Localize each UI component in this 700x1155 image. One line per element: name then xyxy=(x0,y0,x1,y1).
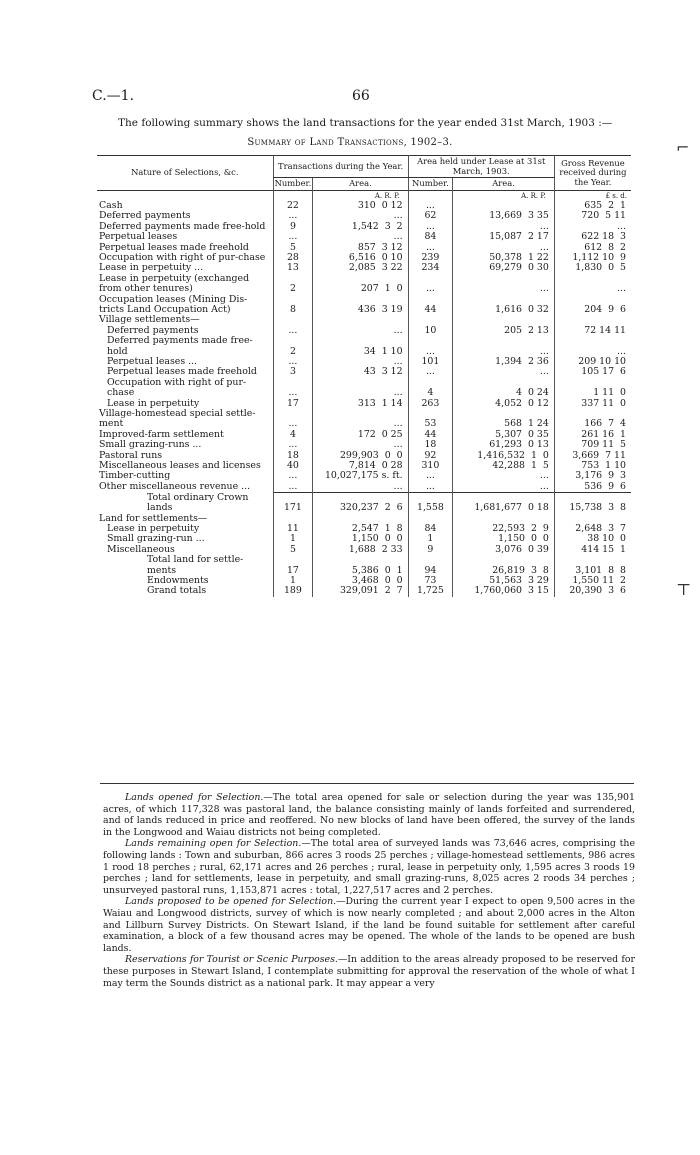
row-nature: Deferred payments made free-hold xyxy=(107,335,253,357)
row-number-1: ... xyxy=(273,211,313,221)
row-area-2: 1,394 2 36 xyxy=(453,357,555,367)
margin-arrow-icon: ⊤ xyxy=(676,580,692,599)
row-revenue: 3,101 8 8 xyxy=(554,555,631,576)
row-number-2: 1 xyxy=(408,534,453,544)
row-area-2: 1,760,060 3 15 xyxy=(453,586,555,596)
row-number-2: 263 xyxy=(408,399,453,409)
row-nature: Perpetual leases made freehold xyxy=(107,366,257,378)
row-number-2: 239 xyxy=(408,253,453,263)
row-number-1: 22 xyxy=(273,201,313,211)
table-row xyxy=(97,274,631,295)
paragraph-heading: Reservations for Tourist or Scenic Purposes. xyxy=(125,954,338,966)
row-area-1: 6,516 0 10 xyxy=(313,253,408,263)
row-nature: Deferred payments made free-hold xyxy=(99,220,266,232)
paragraph xyxy=(103,954,635,989)
header-gross-revenue: Gross Revenue received during the Year. xyxy=(554,156,631,191)
row-number-1: ... xyxy=(273,357,313,367)
row-area-1: 1,150 0 0 xyxy=(313,534,408,544)
unit-revenue: £ s. d. xyxy=(554,190,631,201)
row-area-1: 34 1 10 xyxy=(313,336,408,357)
row-nature: Occupation with right of pur-chase xyxy=(99,251,266,263)
row-revenue: 15,738 3 8 xyxy=(554,493,631,514)
row-area-1: 172 0 25 xyxy=(313,430,408,440)
row-area-2: 42,288 1 5 xyxy=(453,461,555,471)
grand-total-row xyxy=(97,586,631,596)
row-number-1: 4 xyxy=(273,430,313,440)
row-nature: Occupation with right of pur-chase xyxy=(107,376,247,399)
margin-mark-icon: ⌐ xyxy=(676,138,690,157)
row-revenue: 2,648 3 7 xyxy=(554,524,631,534)
row-nature: Lease in perpetuity ... xyxy=(99,262,204,274)
row-area-1: 299,903 0 0 xyxy=(313,451,408,461)
paragraph xyxy=(103,792,635,838)
row-nature: Perpetual leases xyxy=(99,231,178,243)
row-area-2: 69,279 0 30 xyxy=(453,263,555,273)
row-number-1: ... xyxy=(273,440,313,450)
row-number-2: 84 xyxy=(408,232,453,242)
row-number-1: 2 xyxy=(273,274,313,295)
row-area-2: ... xyxy=(453,367,555,377)
row-nature: Village-homestead special settle-ment xyxy=(99,408,256,430)
row-nature: Lease in perpetuity (exchanged from other tenures) xyxy=(99,272,250,295)
header-number-1: Number. xyxy=(274,178,312,188)
row-area-1: 320,237 2 6 xyxy=(313,493,408,514)
row-number-2: ... xyxy=(408,274,453,295)
row-area-1: 7,814 0 28 xyxy=(313,461,408,471)
row-number-1: 171 xyxy=(273,493,313,514)
row-revenue: 622 18 3 xyxy=(554,232,631,242)
row-number-2: 1,558 xyxy=(408,493,453,514)
row-number-1: ... xyxy=(273,409,313,430)
row-area-2: 61,293 0 13 xyxy=(453,440,555,450)
row-area-1: ... xyxy=(313,326,408,336)
row-number-1: ... xyxy=(273,232,313,242)
row-revenue: 1,830 0 5 xyxy=(554,263,631,273)
row-revenue: 337 11 0 xyxy=(554,399,631,409)
row-revenue: 753 1 10 xyxy=(554,461,631,471)
row-number-2: 101 xyxy=(408,357,453,367)
intro-sentence: The following summary shows the land transactions for the year ended 31st March, 1903 :— xyxy=(118,117,613,129)
row-area-1: 10,027,175 s. ft. xyxy=(313,471,408,481)
row-revenue: 720 5 11 xyxy=(554,211,631,221)
row-area-2: 1,616 0 32 xyxy=(453,295,555,316)
row-area-1: 2,547 1 8 xyxy=(313,524,408,534)
row-area-2: 4,052 0 12 xyxy=(453,399,555,409)
row-area-2: 1,416,532 1 0 xyxy=(453,451,555,461)
row-number-1: 40 xyxy=(273,461,313,471)
row-revenue: ... xyxy=(554,222,631,232)
row-area-1: 310 0 12 xyxy=(313,201,408,211)
row-nature: Endowments xyxy=(147,575,209,587)
table-body xyxy=(97,190,631,597)
paragraph xyxy=(103,896,635,954)
row-revenue: 72 14 11 xyxy=(554,326,631,336)
row-area-1: 313 1 14 xyxy=(313,399,408,409)
row-number-1: 5 xyxy=(273,243,313,253)
row-area-2: 5,307 0 35 xyxy=(453,430,555,440)
row-revenue: 209 10 10 xyxy=(554,357,631,367)
row-number-1: 13 xyxy=(273,263,313,273)
row-number-2: 18 xyxy=(408,440,453,450)
row-number-1: 8 xyxy=(273,295,313,316)
row-number-2: ... xyxy=(408,222,453,232)
paragraph-heading: Lands proposed to be opened for Selection. xyxy=(125,896,337,908)
row-number-2: 53 xyxy=(408,409,453,430)
row-number-1: ... xyxy=(273,482,313,493)
row-revenue: ... xyxy=(554,336,631,357)
row-revenue: ... xyxy=(554,274,631,295)
row-number-2: 73 xyxy=(408,576,453,586)
report-reference: C.—1. xyxy=(92,88,135,104)
row-nature: Improved-farm settlement xyxy=(99,428,224,440)
row-revenue: 612 8 2 xyxy=(554,243,631,253)
row-area-1: 207 1 0 xyxy=(313,274,408,295)
row-number-1: ... xyxy=(273,326,313,336)
row-revenue: 166 7 4 xyxy=(554,409,631,430)
row-area-2: 205 2 13 xyxy=(453,326,555,336)
table-row xyxy=(97,232,631,242)
header-nature: Nature of Selections, &c. xyxy=(131,167,239,177)
row-number-1: ... xyxy=(273,378,313,399)
row-number-2: ... xyxy=(408,336,453,357)
row-area-1: 857 3 12 xyxy=(313,243,408,253)
row-area-2: 15,087 2 17 xyxy=(453,232,555,242)
row-area-2: 22,593 2 9 xyxy=(453,524,555,534)
row-area-1: ... xyxy=(313,440,408,450)
row-area-1: 1,688 2 33 xyxy=(313,545,408,555)
header-area-held: Area held under Lease at 31st March, 1903. xyxy=(408,156,554,178)
row-number-1: 189 xyxy=(273,586,313,596)
total-settlements-row xyxy=(97,555,631,576)
row-revenue: 536 9 6 xyxy=(554,482,631,493)
row-area-2: 13,669 3 35 xyxy=(453,211,555,221)
row-area-2: 51,563 3 29 xyxy=(453,576,555,586)
row-number-2: 10 xyxy=(408,326,453,336)
land-transactions-table xyxy=(97,155,631,597)
row-number-2: 4 xyxy=(408,378,453,399)
row-nature: Grand totals xyxy=(147,585,207,597)
row-number-2: ... xyxy=(408,367,453,377)
row-nature: Deferred payments xyxy=(107,324,199,336)
row-number-2: 1,725 xyxy=(408,586,453,596)
row-number-1: ... xyxy=(273,471,313,481)
header-number-2: Number. xyxy=(408,178,453,191)
row-nature: Village settlements— xyxy=(99,314,200,326)
row-number-1: 17 xyxy=(273,555,313,576)
row-area-2: 3,076 0 39 xyxy=(453,545,555,555)
row-area-2: ... xyxy=(453,471,555,481)
row-number-2: 44 xyxy=(408,430,453,440)
unit-area-2: A. R. P. xyxy=(453,190,555,201)
row-revenue: 3,669 7 11 xyxy=(554,451,631,461)
row-area-1: 329,091 2 7 xyxy=(313,586,408,596)
row-number-2: ... xyxy=(408,243,453,253)
row-revenue: 414 15 1 xyxy=(554,545,631,555)
row-area-1: ... xyxy=(313,378,408,399)
row-area-1: ... xyxy=(313,211,408,221)
row-number-2: 84 xyxy=(408,524,453,534)
header-area-1: Area. xyxy=(313,178,408,191)
row-revenue: 105 17 6 xyxy=(554,367,631,377)
paragraph-body: —During the current year I expect to open 9,500 acres in the Waiau and Longwood districts, survey of which is now nearly completed ; and about 2,000 acres in the Alton and Lillburn Survey Districts. On Stewart Island, if the land be found suitable for settlement after careful examination, a block of a few thousand acres may be opened. The whole of the lands to be opened are bush lands. xyxy=(103,896,635,954)
row-nature: Occupation leases (Mining Dis-tricts Land Occupation Act) xyxy=(99,293,248,315)
row-nature: Perpetual leases made freehold xyxy=(99,241,249,253)
row-number-1: 1 xyxy=(273,534,313,544)
header-area-2: Area. xyxy=(453,178,555,191)
row-nature: Cash xyxy=(99,199,123,211)
table-bottom-rule xyxy=(100,783,634,784)
row-number-1: 3 xyxy=(273,367,313,377)
row-area-2: 4 0 24 xyxy=(453,378,555,399)
page-number: 66 xyxy=(352,88,370,104)
row-number-2: ... xyxy=(408,482,453,493)
table-caption xyxy=(0,137,700,148)
row-number-1: 17 xyxy=(273,399,313,409)
row-nature: Lease in perpetuity xyxy=(107,397,200,409)
row-area-1: 2,085 3 22 xyxy=(313,263,408,273)
paragraph-heading: Lands remaining open for Selection. xyxy=(125,838,302,850)
header-transactions: Transactions during the Year. xyxy=(273,156,408,178)
row-area-1: ... xyxy=(313,409,408,430)
row-area-2: 50,378 1 22 xyxy=(453,253,555,263)
row-nature: Small grazing-runs ... xyxy=(99,439,202,451)
row-area-2: ... xyxy=(453,222,555,232)
row-nature: Miscellaneous leases and licenses xyxy=(99,460,261,472)
row-nature: Other miscellaneous revenue ... xyxy=(99,481,251,493)
row-number-1: 1 xyxy=(273,576,313,586)
paragraph-heading: Lands opened for Selection. xyxy=(125,792,264,803)
row-area-1: 43 3 12 xyxy=(313,367,408,377)
row-area-2: ... xyxy=(453,336,555,357)
row-number-2: 234 xyxy=(408,263,453,273)
row-area-1: 436 3 19 xyxy=(313,295,408,316)
row-number-1: 11 xyxy=(273,524,313,534)
table-row xyxy=(97,222,631,232)
row-revenue: 1 11 0 xyxy=(554,378,631,399)
row-number-1: 9 xyxy=(273,222,313,232)
row-number-2: 44 xyxy=(408,295,453,316)
row-area-2: 1,681,677 0 18 xyxy=(453,493,555,514)
row-area-1: ... xyxy=(313,482,408,493)
row-number-2: 94 xyxy=(408,555,453,576)
row-area-1: ... xyxy=(313,232,408,242)
row-area-2: ... xyxy=(453,274,555,295)
table-row xyxy=(97,471,631,481)
commentary xyxy=(103,792,635,989)
row-revenue: 709 11 5 xyxy=(554,440,631,450)
row-nature: Pastoral runs xyxy=(99,449,163,461)
row-nature: Timber-cutting xyxy=(99,470,171,482)
row-number-2: ... xyxy=(408,471,453,481)
row-revenue: 204 9 6 xyxy=(554,295,631,316)
row-area-1: ... xyxy=(313,357,408,367)
paragraph-body: —The total area opened for sale or selection during the year was 135,901 acres, of which 117,328 was pastoral land, the balance consisting mainly of lands forfeited and surrendered, and of lands reduced in price and reoffered. No new blocks of land have been offered, the survey of the lands in the Longwood and Waiau districts not being completed. xyxy=(103,792,635,838)
row-area-1: 3,468 0 0 xyxy=(313,576,408,586)
row-number-2: 62 xyxy=(408,211,453,221)
row-area-2: ... xyxy=(453,482,555,493)
row-number-1: 28 xyxy=(273,253,313,263)
row-revenue: 1,112 10 9 xyxy=(554,253,631,263)
table-caption-text: Summary of Land Transactions, 1902–3. xyxy=(247,137,453,148)
row-revenue: 635 2 1 xyxy=(554,201,631,211)
row-area-2: 1,150 0 0 xyxy=(453,534,555,544)
row-area-2: 26,819 3 8 xyxy=(453,555,555,576)
row-revenue: 3,176 9 3 xyxy=(554,471,631,481)
row-area-2: 568 1 24 xyxy=(453,409,555,430)
paragraph-body: —The total area of surveyed lands was 73,646 acres, comprising the following lands : Town and suburban, 866 acres 3 roods 25 perches ; village-homestead settlements, 986 acres 1 rood 18 perches ; rural, 62,171 acres and 26 perches ; rural, lease in perpetuity only, 1,595 acres 3 roods 19 perches ; land for settlements, lease in perpetuity, and small grazing-runs, 8,025 acres 2 roods 34 perches ; unsurveyed pastoral runs, 1,153,871 acres : total, 1,227,517 acres and 2 perches. xyxy=(103,838,635,896)
unit-area-1: A. R. P. xyxy=(313,190,408,201)
table-row xyxy=(97,295,631,316)
paragraph xyxy=(103,838,635,896)
table-row xyxy=(97,409,631,430)
row-revenue: 20,390 3 6 xyxy=(554,586,631,596)
row-number-2: 92 xyxy=(408,451,453,461)
row-nature: Total land for settle-ments xyxy=(147,554,244,576)
row-number-1: 5 xyxy=(273,545,313,555)
row-nature: Lease in perpetuity xyxy=(107,523,200,534)
row-number-1: 18 xyxy=(273,451,313,461)
row-nature: Miscellaneous xyxy=(107,543,175,555)
row-number-1: 2 xyxy=(273,336,313,357)
paragraph-body: —In addition to the areas already proposed to be reserved for these purposes in Stewart Island, I contemplate submitting for approval the reservation of the whole of what I may term the Sounds district as a national park. It may appear a very xyxy=(103,954,635,989)
row-number-2: 310 xyxy=(408,461,453,471)
row-nature: Deferred payments xyxy=(99,210,191,222)
row-revenue: 1,550 11 2 xyxy=(554,576,631,586)
row-area-2: ... xyxy=(453,243,555,253)
total-ordinary-row xyxy=(97,493,631,514)
row-revenue: 261 16 1 xyxy=(554,430,631,440)
row-area-1: 1,542 3 2 xyxy=(313,222,408,232)
row-nature: Perpetual leases ... xyxy=(107,356,198,367)
table-row xyxy=(97,378,631,399)
row-number-2: ... xyxy=(408,201,453,211)
row-area-1: 5,386 0 1 xyxy=(313,555,408,576)
row-nature: Total ordinary Crown lands xyxy=(147,491,249,514)
row-number-2: 9 xyxy=(408,545,453,555)
row-nature: Small grazing-run ... xyxy=(107,533,205,545)
settlements-heading: Land for settlements— xyxy=(99,512,208,524)
row-revenue: 38 10 0 xyxy=(554,534,631,544)
table-row xyxy=(97,336,631,357)
